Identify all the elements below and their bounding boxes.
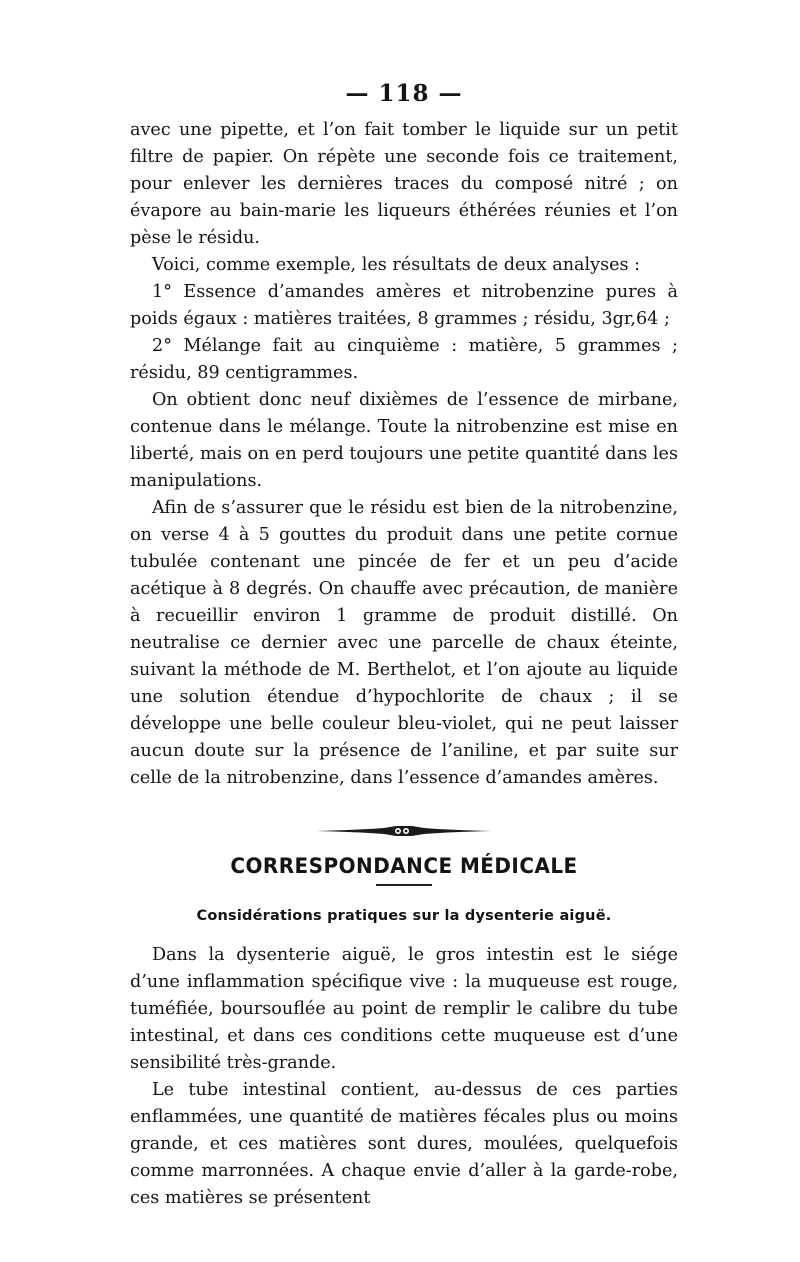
- paragraph: Afin de s’assurer que le résidu est bien de la nitrobenzine, on verse 4 à 5 gouttes du produit dans une petite cornue tubulée contenant une pincée de fer et un peu d’acide acétique à 8 degrés. On chauffe avec précaution, de manière à recueillir environ 1 gramme de produit distillé. On neutralise ce dernier avec une parcelle de chaux éteinte, suivant la méthode de M. Berthelot, et l’on ajoute au liquide une solution étendue d’hypochlorite de chaux ; il se développe une belle couleur bleu-violet, qui ne peut laisser aucun doute sur la présence de l’aniline, et par suite sur celle de la nitrobenzine, dans l’essence d’amandes amères.: [130, 498, 678, 788]
- paragraph: Le tube intestinal contient, au-dessus de ces parties enflammées, une quantité de matières fécales plus ou moins grande, et ces matières sont dures, moulées, quelquefois comme marronnées. A chaque envie d’aller à la garde-robe, ces matières se présentent: [130, 1080, 678, 1208]
- document-page: [130, 80, 678, 1212]
- list-item: 2° Mélange fait au cinquième : matière, 5 grammes ; résidu, 89 centigrammes.: [130, 336, 678, 383]
- paragraph: Dans la dysenterie aiguë, le gros intestin est le siége d’une inflammation spécifique vive : la muqueuse est rouge, tuméfiée, boursouflée au point de remplir le calibre du tube intestinal, et dans ces conditions cette muqueuse est d’une sensibilité très-grande.: [130, 945, 678, 1073]
- list-item: 1° Essence d’amandes amères et nitrobenzine pures à poids égaux : matières traitées, 8 grammes ; résidu, 3gr,64 ;: [130, 282, 678, 329]
- heading-rule: [376, 884, 432, 886]
- paragraph: Voici, comme exemple, les résultats de deux analyses :: [152, 255, 641, 275]
- article-subheading: Considérations pratiques sur la dysenterie aiguë.: [196, 908, 612, 924]
- section-heading: CORRESPONDANCE MÉDICALE: [230, 854, 578, 878]
- paragraph: avec une pipette, et l’on fait tomber le liquide sur un petit filtre de papier. On répète une seconde fois ce traitement, pour enlever les dernières traces du composé nitré ; on évapore au bain-marie les liqueurs éthérées réunies et l’on pèse le résidu.: [130, 120, 678, 248]
- ornament-divider-icon: [314, 824, 494, 838]
- page-number: — 118 —: [345, 80, 463, 107]
- paragraph: On obtient donc neuf dixièmes de l’essence de mirbane, contenue dans le mélange. Toute la nitrobenzine est mise en liberté, mais on en perd toujours une petite quantité dans les manipulations.: [130, 390, 678, 491]
